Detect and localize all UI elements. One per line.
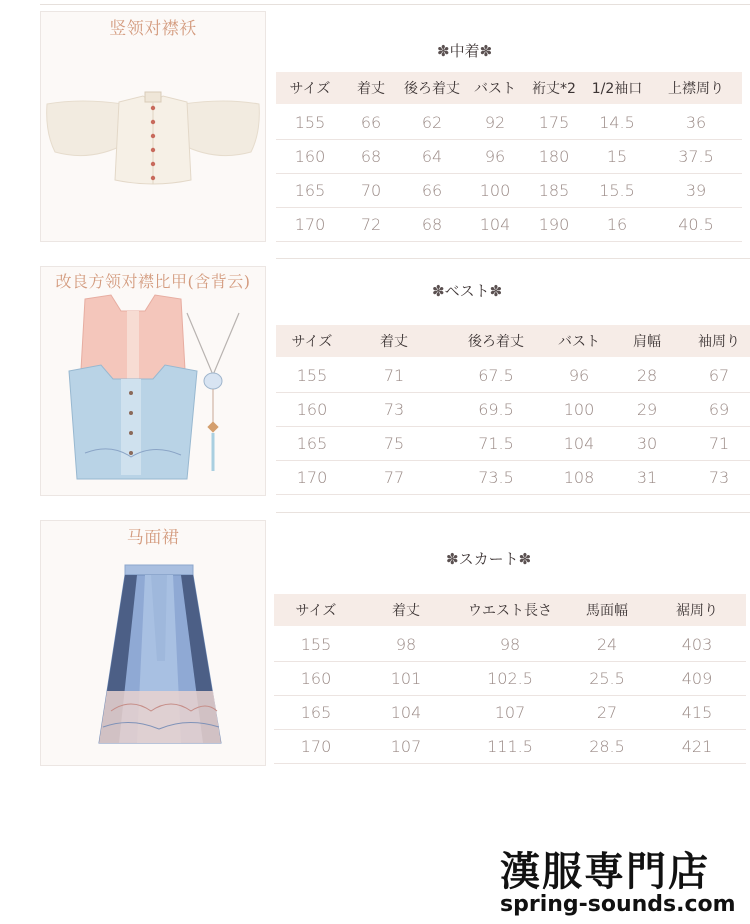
- table-cell: 96: [552, 357, 606, 393]
- table-cell: 29: [606, 393, 688, 427]
- table-row: [276, 140, 742, 174]
- vest-size-table: [276, 325, 750, 495]
- column-header: 馬面幅: [566, 594, 648, 626]
- table-cell: 170: [274, 730, 358, 764]
- column-header: 後ろ着丈: [398, 72, 466, 104]
- skirt-image: [41, 521, 265, 765]
- table-header-row: [276, 72, 742, 104]
- column-header: 後ろ着丈: [440, 325, 552, 357]
- table-row: [276, 357, 750, 393]
- table-cell: 104: [552, 427, 606, 461]
- heading-label: スカート: [458, 550, 519, 568]
- table-cell: 36: [650, 104, 742, 140]
- table-row: [276, 461, 750, 495]
- column-header: バスト: [466, 72, 524, 104]
- column-header: サイズ: [274, 594, 358, 626]
- table-row: [276, 393, 750, 427]
- column-header: 着丈: [348, 325, 440, 357]
- table-cell: 165: [276, 174, 344, 208]
- table-cell: 72: [344, 208, 398, 242]
- table-cell: 71: [348, 357, 440, 393]
- table-cell: 160: [276, 140, 344, 174]
- table-cell: 16: [584, 208, 650, 242]
- table-cell: 39: [650, 174, 742, 208]
- table-cell: 415: [648, 696, 746, 730]
- table-cell: 104: [466, 208, 524, 242]
- heading-label: 中着: [449, 42, 480, 60]
- table-cell: 155: [276, 357, 348, 393]
- table-cell: 107: [358, 730, 454, 764]
- table-cell: 69: [688, 393, 750, 427]
- table-cell: 30: [606, 427, 688, 461]
- table-cell: 170: [276, 208, 344, 242]
- jacket-table-heading: [437, 40, 492, 61]
- vest-photo-card[interactable]: [40, 266, 266, 496]
- table-cell: 104: [358, 696, 454, 730]
- table-cell: 107: [454, 696, 566, 730]
- column-header: 着丈: [344, 72, 398, 104]
- table-cell: 73: [348, 393, 440, 427]
- table-cell: 102.5: [454, 662, 566, 696]
- table-cell: 170: [276, 461, 348, 495]
- table-row: [274, 696, 746, 730]
- table-cell: 111.5: [454, 730, 566, 764]
- table-cell: 175: [524, 104, 584, 140]
- flower-icon: ✽: [446, 550, 459, 568]
- table-cell: 101: [358, 662, 454, 696]
- table-cell: 77: [348, 461, 440, 495]
- table-cell: 66: [344, 104, 398, 140]
- column-header: 袖周り: [688, 325, 750, 357]
- top-divider: [40, 4, 750, 5]
- section-divider: [276, 258, 750, 259]
- table-row: [274, 662, 746, 696]
- table-cell: 71: [688, 427, 750, 461]
- table-cell: 71.5: [440, 427, 552, 461]
- table-cell: 165: [274, 696, 358, 730]
- table-cell: 100: [466, 174, 524, 208]
- table-header-row: [276, 325, 750, 357]
- table-cell: 28: [606, 357, 688, 393]
- table-cell: 67: [688, 357, 750, 393]
- table-row: [276, 174, 742, 208]
- table-cell: 155: [274, 626, 358, 662]
- table-cell: 15: [584, 140, 650, 174]
- table-cell: 108: [552, 461, 606, 495]
- table-cell: 73.5: [440, 461, 552, 495]
- table-cell: 403: [648, 626, 746, 662]
- table-cell: 40.5: [650, 208, 742, 242]
- heading-label: ベスト: [444, 282, 490, 300]
- flower-icon: ✽: [432, 282, 445, 300]
- table-cell: 66: [398, 174, 466, 208]
- table-cell: 62: [398, 104, 466, 140]
- table-cell: 155: [276, 104, 344, 140]
- table-cell: 68: [398, 208, 466, 242]
- table-cell: 67.5: [440, 357, 552, 393]
- jacket-image: [41, 12, 265, 241]
- column-header: 肩幅: [606, 325, 688, 357]
- column-header: 着丈: [358, 594, 454, 626]
- skirt-photo-card[interactable]: [40, 520, 266, 766]
- jacket-photo-card[interactable]: [40, 11, 266, 242]
- skirt-table-heading: [446, 548, 531, 569]
- flower-icon: ✽: [518, 550, 532, 568]
- table-cell: 185: [524, 174, 584, 208]
- column-header: サイズ: [276, 325, 348, 357]
- column-header: 裾周り: [648, 594, 746, 626]
- table-cell: 28.5: [566, 730, 648, 764]
- flower-icon: ✽: [489, 282, 503, 300]
- table-cell: 73: [688, 461, 750, 495]
- table-cell: 27: [566, 696, 648, 730]
- vest-image: [41, 267, 265, 495]
- vest-table-heading: [432, 280, 502, 301]
- table-cell: 15.5: [584, 174, 650, 208]
- table-cell: 24: [566, 626, 648, 662]
- table-cell: 25.5: [566, 662, 648, 696]
- table-row: [276, 104, 742, 140]
- product-name: 竖领对襟袄: [109, 19, 197, 39]
- table-cell: 70: [344, 174, 398, 208]
- table-cell: 98: [454, 626, 566, 662]
- table-cell: 92: [466, 104, 524, 140]
- column-header: バスト: [552, 325, 606, 357]
- product-name: 改良方领对襟比甲(含背云): [55, 272, 251, 291]
- flower-icon: ✽: [437, 42, 450, 60]
- table-cell: 64: [398, 140, 466, 174]
- table-row: [274, 730, 746, 764]
- column-header: サイズ: [276, 72, 344, 104]
- table-cell: 37.5: [650, 140, 742, 174]
- table-cell: 165: [276, 427, 348, 461]
- column-header: ウエスト長さ: [454, 594, 566, 626]
- brand-url: spring-sounds.com: [500, 892, 736, 917]
- table-cell: 421: [648, 730, 746, 764]
- table-cell: 190: [524, 208, 584, 242]
- table-cell: 31: [606, 461, 688, 495]
- jacket-size-table: [276, 72, 742, 242]
- table-row: [276, 208, 742, 242]
- table-cell: 14.5: [584, 104, 650, 140]
- table-cell: 96: [466, 140, 524, 174]
- skirt-size-table: [274, 594, 746, 764]
- table-cell: 75: [348, 427, 440, 461]
- flower-icon: ✽: [479, 42, 493, 60]
- table-cell: 409: [648, 662, 746, 696]
- section-divider: [276, 512, 750, 513]
- table-cell: 69.5: [440, 393, 552, 427]
- table-cell: 180: [524, 140, 584, 174]
- table-header-row: [274, 594, 746, 626]
- table-row: [274, 626, 746, 662]
- brand-name: 漢服専門店: [500, 849, 710, 895]
- column-header: 1/2袖口: [584, 72, 650, 104]
- table-row: [276, 427, 750, 461]
- product-name: 马面裙: [126, 528, 180, 548]
- table-cell: 160: [276, 393, 348, 427]
- table-cell: 100: [552, 393, 606, 427]
- table-cell: 160: [274, 662, 358, 696]
- table-cell: 68: [344, 140, 398, 174]
- column-header: 上襟周り: [650, 72, 742, 104]
- column-header: 裄丈*2: [524, 72, 584, 104]
- table-cell: 98: [358, 626, 454, 662]
